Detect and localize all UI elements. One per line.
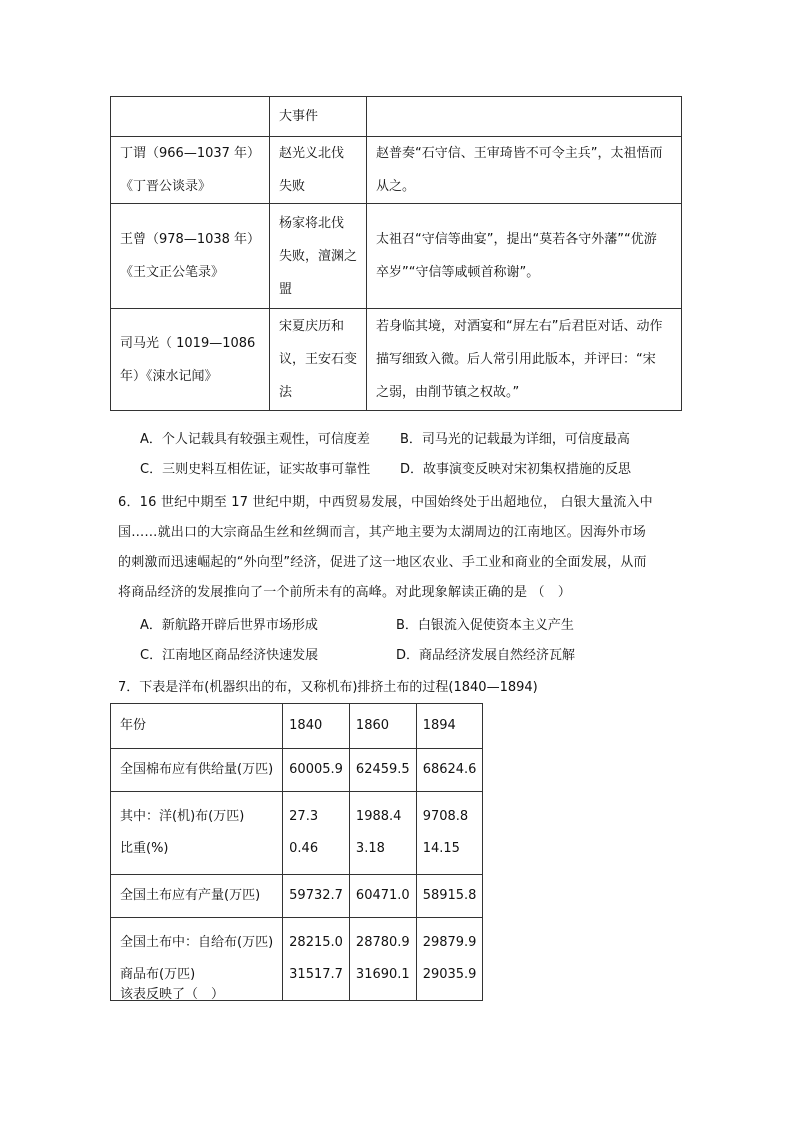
value-1894-cell bbox=[416, 749, 483, 792]
table-row bbox=[111, 309, 682, 411]
q5-option-c[interactable]: C．三则史料互相佐证，证实故事可靠性 bbox=[140, 462, 371, 477]
value-1860-cell bbox=[349, 875, 416, 918]
value-1840-cell bbox=[283, 749, 350, 792]
value-1840-cell-line: 60005.9 bbox=[289, 762, 343, 777]
history-sources-table bbox=[110, 96, 682, 411]
table-row bbox=[111, 792, 483, 875]
record-cell-line: 描写细致入微。后人常引用此版本，并评曰：“宋 bbox=[376, 352, 656, 367]
row-label-cell-line: 全国土布中：自给布(万匹) bbox=[120, 935, 274, 950]
value-1894-cell-line: 14.15 bbox=[422, 841, 460, 856]
q6-option-d[interactable]: D．商品经济发展自然经济瓦解 bbox=[396, 648, 576, 663]
value-1894-cell-line: 58915.8 bbox=[422, 888, 477, 903]
row-label-cell-line: 其中：洋(机)布(万匹) bbox=[120, 809, 245, 824]
q6-option-b[interactable]: B．白银流入促使资本主义产生 bbox=[396, 618, 574, 633]
value-1860-cell-line: 28780.9 bbox=[355, 935, 410, 950]
value-1860-cell bbox=[349, 704, 416, 749]
q6-line: 国……就出口的大宗商品生丝和丝绸而言，其产地主要为太湖周边的江南地区。因海外市场 bbox=[118, 525, 647, 540]
event-cell-line: 失败，澶渊之 bbox=[279, 248, 358, 264]
value-1840-cell bbox=[283, 704, 350, 749]
value-1894-cell-line: 29879.9 bbox=[422, 935, 477, 950]
source-author-cell-line: 王曾（978—1038 年） bbox=[120, 232, 261, 247]
record-cell bbox=[367, 204, 682, 309]
table-row bbox=[111, 749, 483, 792]
record-cell-line: 若身临其境，对酒宴和“屏左右”后君臣对话、动作 bbox=[376, 319, 663, 334]
value-1894-cell bbox=[416, 875, 483, 918]
record-cell bbox=[367, 137, 682, 204]
q6-option-c[interactable]: C．江南地区商品经济快速发展 bbox=[140, 648, 319, 663]
record-cell bbox=[367, 309, 682, 411]
q5-option-a[interactable]: A．个人记载具有较强主观性，可信度差 bbox=[140, 432, 370, 447]
q6-line: 6．16 世纪中期至 17 世纪中期，中西贸易发展，中国始终处于出超地位， 白银大量流入中 bbox=[118, 495, 653, 510]
value-1840-cell-line: 31517.7 bbox=[289, 967, 343, 982]
source-author-cell-line: 年）《涑水记闻》 bbox=[120, 368, 218, 384]
record-cell bbox=[367, 97, 682, 137]
value-1840-cell-line: 27.3 bbox=[289, 809, 319, 824]
question-7-prompt: 该表反映了（ ） bbox=[120, 987, 225, 1002]
question-7-title: 7．下表是洋布(机器织出的布，又称机布)排挤土布的过程(1840—1894) bbox=[118, 680, 538, 695]
q6-option-a[interactable]: A．新航路开辟后世界市场形成 bbox=[140, 618, 318, 633]
source-author-cell-line: 《王文正公笔录》 bbox=[120, 265, 225, 280]
event-cell bbox=[270, 204, 367, 309]
value-1860-cell-line: 1988.4 bbox=[355, 809, 402, 824]
event-cell-line: 法 bbox=[279, 385, 293, 400]
source-author-cell-line: 《丁晋公谈录》 bbox=[120, 179, 212, 194]
row-label-cell bbox=[111, 749, 283, 792]
record-cell-line: 从之。 bbox=[376, 179, 416, 194]
cloth-supply-table bbox=[110, 703, 483, 1001]
row-label-cell bbox=[111, 792, 283, 875]
value-1860-cell-line: 60471.0 bbox=[355, 888, 410, 903]
q6-line: 将商品经济的发展推向了一个前所未有的高峰。对此现象解读正确的是 （ ） bbox=[118, 585, 572, 600]
value-1840-cell-line: 28215.0 bbox=[289, 935, 343, 950]
q6-line: 的刺激而迅速崛起的“外向型”经济，促进了这一地区农业、手工业和商业的全面发展，从而 bbox=[118, 555, 647, 570]
value-1894-cell-line: 29035.9 bbox=[422, 967, 477, 982]
value-1860-cell-line: 31690.1 bbox=[355, 967, 410, 982]
event-cell-line: 赵光义北伐 bbox=[279, 146, 345, 161]
event-cell-line: 议，王安石变 bbox=[279, 352, 358, 367]
record-cell-line: 赵普奏“石守信、王审琦皆不可令主兵”，太祖悟而 bbox=[376, 146, 663, 161]
record-cell-line: 卒岁”“守信等咸顿首称谢”。 bbox=[376, 265, 540, 280]
event-cell-line: 宋夏庆历和 bbox=[279, 319, 345, 334]
source-author-cell bbox=[111, 97, 270, 137]
row-label-cell-line: 比重(%) bbox=[120, 841, 169, 856]
event-cell bbox=[270, 97, 367, 137]
row-label-cell bbox=[111, 704, 283, 749]
row-label-cell bbox=[111, 875, 283, 918]
event-cell-line: 大事件 bbox=[279, 109, 319, 124]
value-1894-cell bbox=[416, 792, 483, 875]
value-1840-cell-line: 59732.7 bbox=[289, 888, 343, 903]
value-1860-cell bbox=[349, 749, 416, 792]
source-author-cell bbox=[111, 309, 270, 411]
row-label-cell-line: 全国土布应有产量(万匹) bbox=[120, 888, 261, 903]
record-cell-line: 太祖召“守信等曲宴”，提出“莫若各守外藩”“优游 bbox=[376, 232, 657, 247]
value-1840-cell bbox=[283, 875, 350, 918]
record-cell-line: 之弱，由削节镇之权故。” bbox=[376, 385, 520, 400]
value-1840-cell bbox=[283, 918, 350, 1001]
table-row bbox=[111, 704, 483, 749]
event-cell bbox=[270, 309, 367, 411]
table-row bbox=[111, 97, 682, 137]
value-1860-cell bbox=[349, 918, 416, 1001]
event-cell-line: 失败 bbox=[279, 179, 306, 194]
source-author-cell-line: 司马光（ 1019—1086 bbox=[120, 335, 256, 351]
value-1840-cell-line: 0.46 bbox=[289, 841, 319, 856]
row-label-cell-line: 全国棉布应有供给量(万匹) bbox=[120, 762, 274, 777]
value-1894-cell-line: 9708.8 bbox=[422, 809, 469, 824]
value-1840-cell bbox=[283, 792, 350, 875]
value-1894-cell-line: 1894 bbox=[422, 718, 456, 733]
table-row bbox=[111, 875, 483, 918]
event-cell-line: 杨家将北伐 bbox=[279, 215, 345, 231]
source-author-cell bbox=[111, 204, 270, 309]
q5-option-d[interactable]: D．故事演变反映对宋初集权措施的反思 bbox=[400, 462, 632, 477]
value-1840-cell-line: 1840 bbox=[289, 718, 323, 733]
event-cell-line: 盟 bbox=[279, 281, 293, 297]
source-author-cell-line: 丁谓（966—1037 年） bbox=[120, 146, 261, 161]
value-1860-cell-line: 1860 bbox=[355, 718, 390, 733]
value-1860-cell bbox=[349, 792, 416, 875]
row-label-cell-line: 商品布(万匹) bbox=[120, 967, 196, 982]
source-author-cell bbox=[111, 137, 270, 204]
q5-option-b[interactable]: B．司马光的记载最为详细，可信度最高 bbox=[400, 432, 630, 447]
table-row bbox=[111, 137, 682, 204]
value-1894-cell bbox=[416, 918, 483, 1001]
question-6-text bbox=[118, 488, 688, 608]
table-row bbox=[111, 204, 682, 309]
event-cell bbox=[270, 137, 367, 204]
value-1860-cell-line: 3.18 bbox=[355, 841, 385, 856]
value-1860-cell-line: 62459.5 bbox=[355, 762, 410, 777]
value-1894-cell bbox=[416, 704, 483, 749]
value-1894-cell-line: 68624.6 bbox=[422, 762, 477, 777]
row-label-cell-line: 年份 bbox=[120, 718, 147, 733]
